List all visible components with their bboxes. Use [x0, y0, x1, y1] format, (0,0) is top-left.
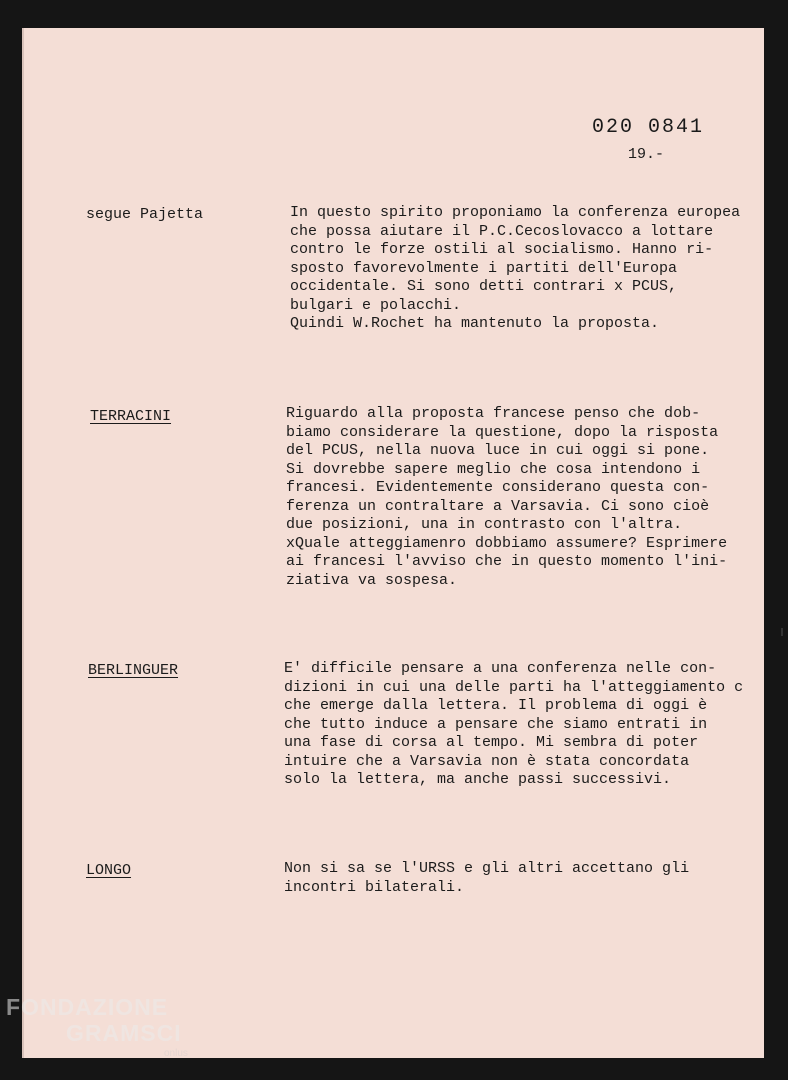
watermark-line-3: onlus — [164, 1048, 188, 1059]
text-line: francesi. Evidentemente considerano questa con- — [286, 479, 710, 496]
text-line: occidentale. Si sono detti contrari x PCUS, — [290, 278, 678, 295]
text-line: che possa aiutare il P.C.Cecoslovacco a lottare — [290, 222, 714, 240]
text-line: ziativa va sospesa. — [286, 571, 458, 589]
text-line: biamo considerare la questione, dopo la risposta — [286, 423, 719, 441]
speaker-berlinguer: BERLINGUER — [88, 662, 179, 679]
speaker-terracini: TERRACINI — [90, 408, 172, 425]
margin-mark — [781, 628, 783, 636]
text-line: In questo spirito proponiamo la conferenza europea — [290, 204, 741, 221]
speaker-longo: LONGO — [86, 862, 132, 879]
text-line: bulgari e polacchi. — [290, 296, 462, 314]
text-line: incontri bilaterali. — [284, 878, 465, 896]
speaker-pajetta: segue Pajetta — [86, 206, 204, 223]
text-line: dizioni in cui una delle parti ha l'atteggiamento c — [284, 678, 744, 696]
text-line: E' difficile pensare a una conferenza nelle con- — [284, 660, 717, 677]
text-line: sposto favorevolmente i partiti dell'Europa — [290, 259, 678, 277]
page-number: 19.- — [628, 146, 665, 163]
text-line: che emerge dalla lettera. Il problema di oggi è — [284, 697, 708, 714]
fondazione-gramsci-watermark — [6, 994, 188, 1059]
speech-terracini — [286, 405, 766, 590]
document-page — [22, 28, 764, 1058]
speech-pajetta — [290, 204, 770, 334]
watermark-line-2: GRAMSCI — [66, 1020, 182, 1046]
text-line: Non si sa se l'URSS e gli altri accettano gli — [284, 860, 690, 877]
text-line: intuire che a Varsavia non è stata concordata — [284, 752, 690, 770]
text-line: solo la lettera, ma anche passi successivi. — [284, 771, 672, 788]
text-line: ai francesi l'avviso che in questo momento l'ini- — [286, 553, 728, 570]
text-line: ferenza un contraltare a Varsavia. Ci sono cioè — [286, 497, 710, 515]
text-line: contro le forze ostili al socialismo. Hanno ri- — [290, 241, 714, 258]
text-line: Riguardo alla proposta francese penso che dob- — [286, 405, 701, 422]
text-line: che tutto induce a pensare che siamo entrati in — [284, 715, 708, 733]
text-line: xQuale atteggiamenro dobbiamo assumere? Esprimere — [286, 534, 728, 552]
text-line: Si dovrebbe sapere meglio che cosa intendono i — [286, 460, 701, 478]
watermark-line-1: FONDAZIONE — [6, 994, 169, 1020]
archive-number: 020 0841 — [592, 116, 705, 139]
speech-longo — [284, 860, 764, 897]
speech-berlinguer — [284, 660, 764, 790]
text-line: una fase di corsa al tempo. Mi sembra di poter — [284, 734, 699, 751]
text-line: Quindi W.Rochet ha mantenuto la proposta. — [290, 315, 660, 332]
text-line: del PCUS, nella nuova luce in cui oggi si pone. — [286, 442, 710, 459]
text-line: due posizioni, una in contrasto con l'altra. — [286, 516, 683, 533]
bleed-through-text — [74, 178, 82, 198]
